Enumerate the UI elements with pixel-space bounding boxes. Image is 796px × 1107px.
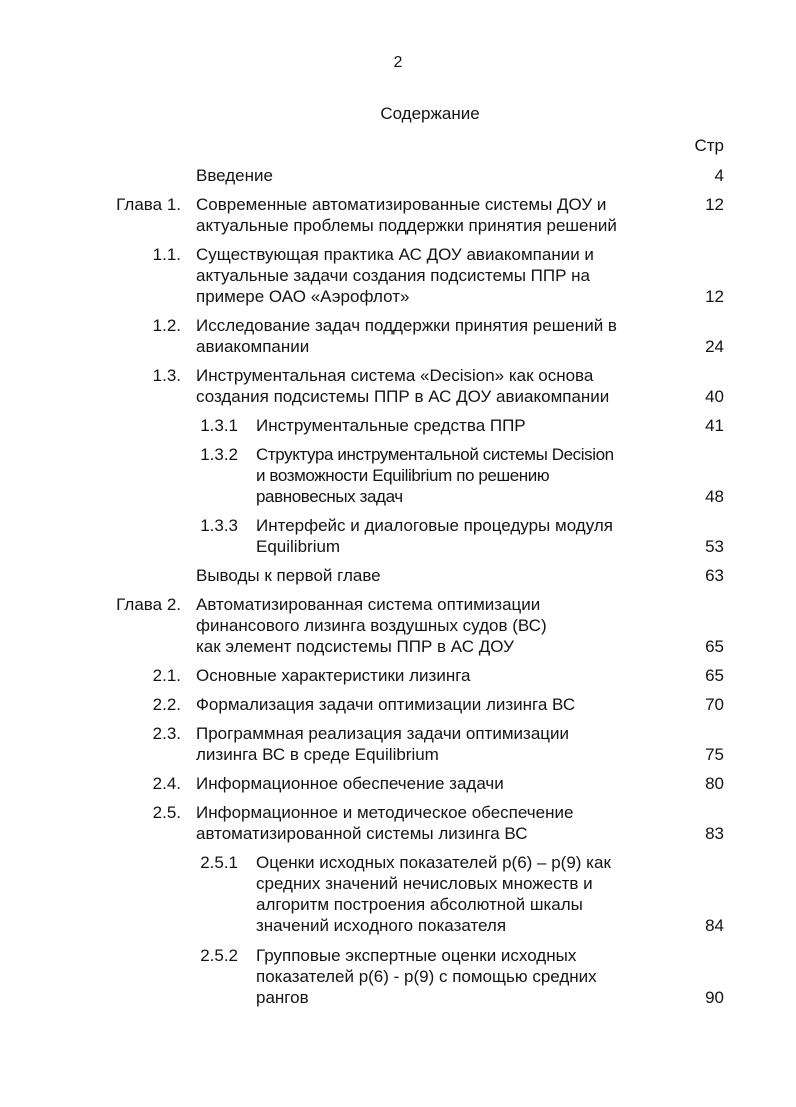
toc-entry-number: 2.3. bbox=[152, 724, 181, 743]
toc-entry-text: Групповые экспертные оценки исходных показателей p(6) - p(9) с помощью средних рангов bbox=[256, 946, 597, 1007]
toc-entry-text: Интерфейс и диалоговые процедуры модуля Equilibrium bbox=[256, 516, 613, 556]
toc-entry-page: 83 bbox=[705, 824, 724, 843]
page-title: Содержание bbox=[380, 104, 480, 123]
toc-entry-page: 24 bbox=[705, 337, 724, 356]
toc-entry-number: 2.5.1 bbox=[200, 853, 238, 872]
toc-entry-number: 1.3.3 bbox=[200, 516, 238, 535]
toc-entry-text: Выводы к первой главе bbox=[196, 566, 381, 585]
toc-entry-page: 40 bbox=[705, 387, 724, 406]
toc-entry-page: 63 bbox=[705, 566, 724, 585]
toc-entry-text: Инструментальные средства ППР bbox=[256, 416, 526, 435]
toc-entry-text: Информационное обеспечение задачи bbox=[196, 774, 504, 793]
toc-entry-page: 4 bbox=[714, 166, 724, 185]
toc-entry-text: Современные автоматизированные системы ДОУ и актуальные проблемы поддержки принятия решений bbox=[196, 195, 617, 235]
toc-entry-page: 53 bbox=[705, 537, 724, 556]
toc-entry-page: 41 bbox=[705, 416, 724, 435]
toc-entry-text: Автоматизированная система оптимизации финансового лизинга воздушных судов (ВС) как элемент подсистемы ППР в АС ДОУ bbox=[196, 595, 547, 656]
toc-entry-number: 2.5.2 bbox=[200, 946, 238, 965]
toc-entry-text: Структура инструментальной системы Decision и возможности Equilibrium по решению равновесных задач bbox=[256, 445, 614, 506]
toc-entry-page: 12 bbox=[705, 287, 724, 306]
toc-entry-number: Глава 2. bbox=[116, 595, 181, 614]
toc-entry-text: Информационное и методическое обеспечение автоматизированной системы лизинга ВС bbox=[196, 803, 574, 843]
toc-entry-text: Исследование задач поддержки принятия решений в авиакомпании bbox=[196, 316, 617, 356]
toc-entry-number: 2.5. bbox=[152, 803, 181, 822]
toc-entry-number: 2.2. bbox=[152, 695, 181, 714]
toc-entry-number: 1.1. bbox=[152, 245, 181, 264]
page-number: 2 bbox=[393, 54, 403, 71]
toc-entry-text: Формализация задачи оптимизации лизинга ВС bbox=[196, 695, 576, 714]
toc-entry-number: Глава 1. bbox=[116, 195, 181, 214]
toc-entry-page: 48 bbox=[705, 487, 724, 506]
toc-entry-page: 84 bbox=[705, 916, 724, 935]
toc-entry-text: Существующая практика АС ДОУ авиакомпании и актуальные задачи создания подсистемы ППР на примере ОАО «Аэрофлот» bbox=[196, 245, 594, 306]
toc-entry-number: 2.1. bbox=[152, 666, 181, 685]
toc-entry-number: 1.3.2 bbox=[200, 445, 238, 464]
toc-entry-text: Инструментальная система «Decision» как основа создания подсистемы ППР в АС ДОУ авиакомпании bbox=[196, 366, 610, 406]
toc-entry-number: 2.4. bbox=[152, 774, 181, 793]
page-column-header: Стр bbox=[694, 136, 724, 155]
toc-entry-number: 1.3.1 bbox=[200, 416, 238, 435]
toc-entry-page: 65 bbox=[705, 637, 724, 656]
toc-entry-number: 1.2. bbox=[152, 316, 181, 335]
toc-entry-text: Основные характеристики лизинга bbox=[196, 666, 471, 685]
toc-entry-page: 65 bbox=[705, 666, 724, 685]
toc-entry-text: Программная реализация задачи оптимизации лизинга ВС в среде Equilibrium bbox=[196, 724, 570, 764]
toc-entry-number: 1.3. bbox=[152, 366, 181, 385]
toc-entry-text: Введение bbox=[196, 166, 273, 185]
toc-entry-text: Оценки исходных показателей p(6) – p(9) как средних значений нечисловых множеств и алгоритм построения абсолютной шкалы значений исходного показателя bbox=[256, 853, 611, 935]
toc-entry-page: 12 bbox=[705, 195, 724, 214]
toc-entry-page: 90 bbox=[705, 988, 724, 1007]
toc-entry-page: 80 bbox=[705, 774, 724, 793]
toc-entry-page: 70 bbox=[705, 695, 724, 714]
toc-entry-page: 75 bbox=[705, 745, 724, 764]
